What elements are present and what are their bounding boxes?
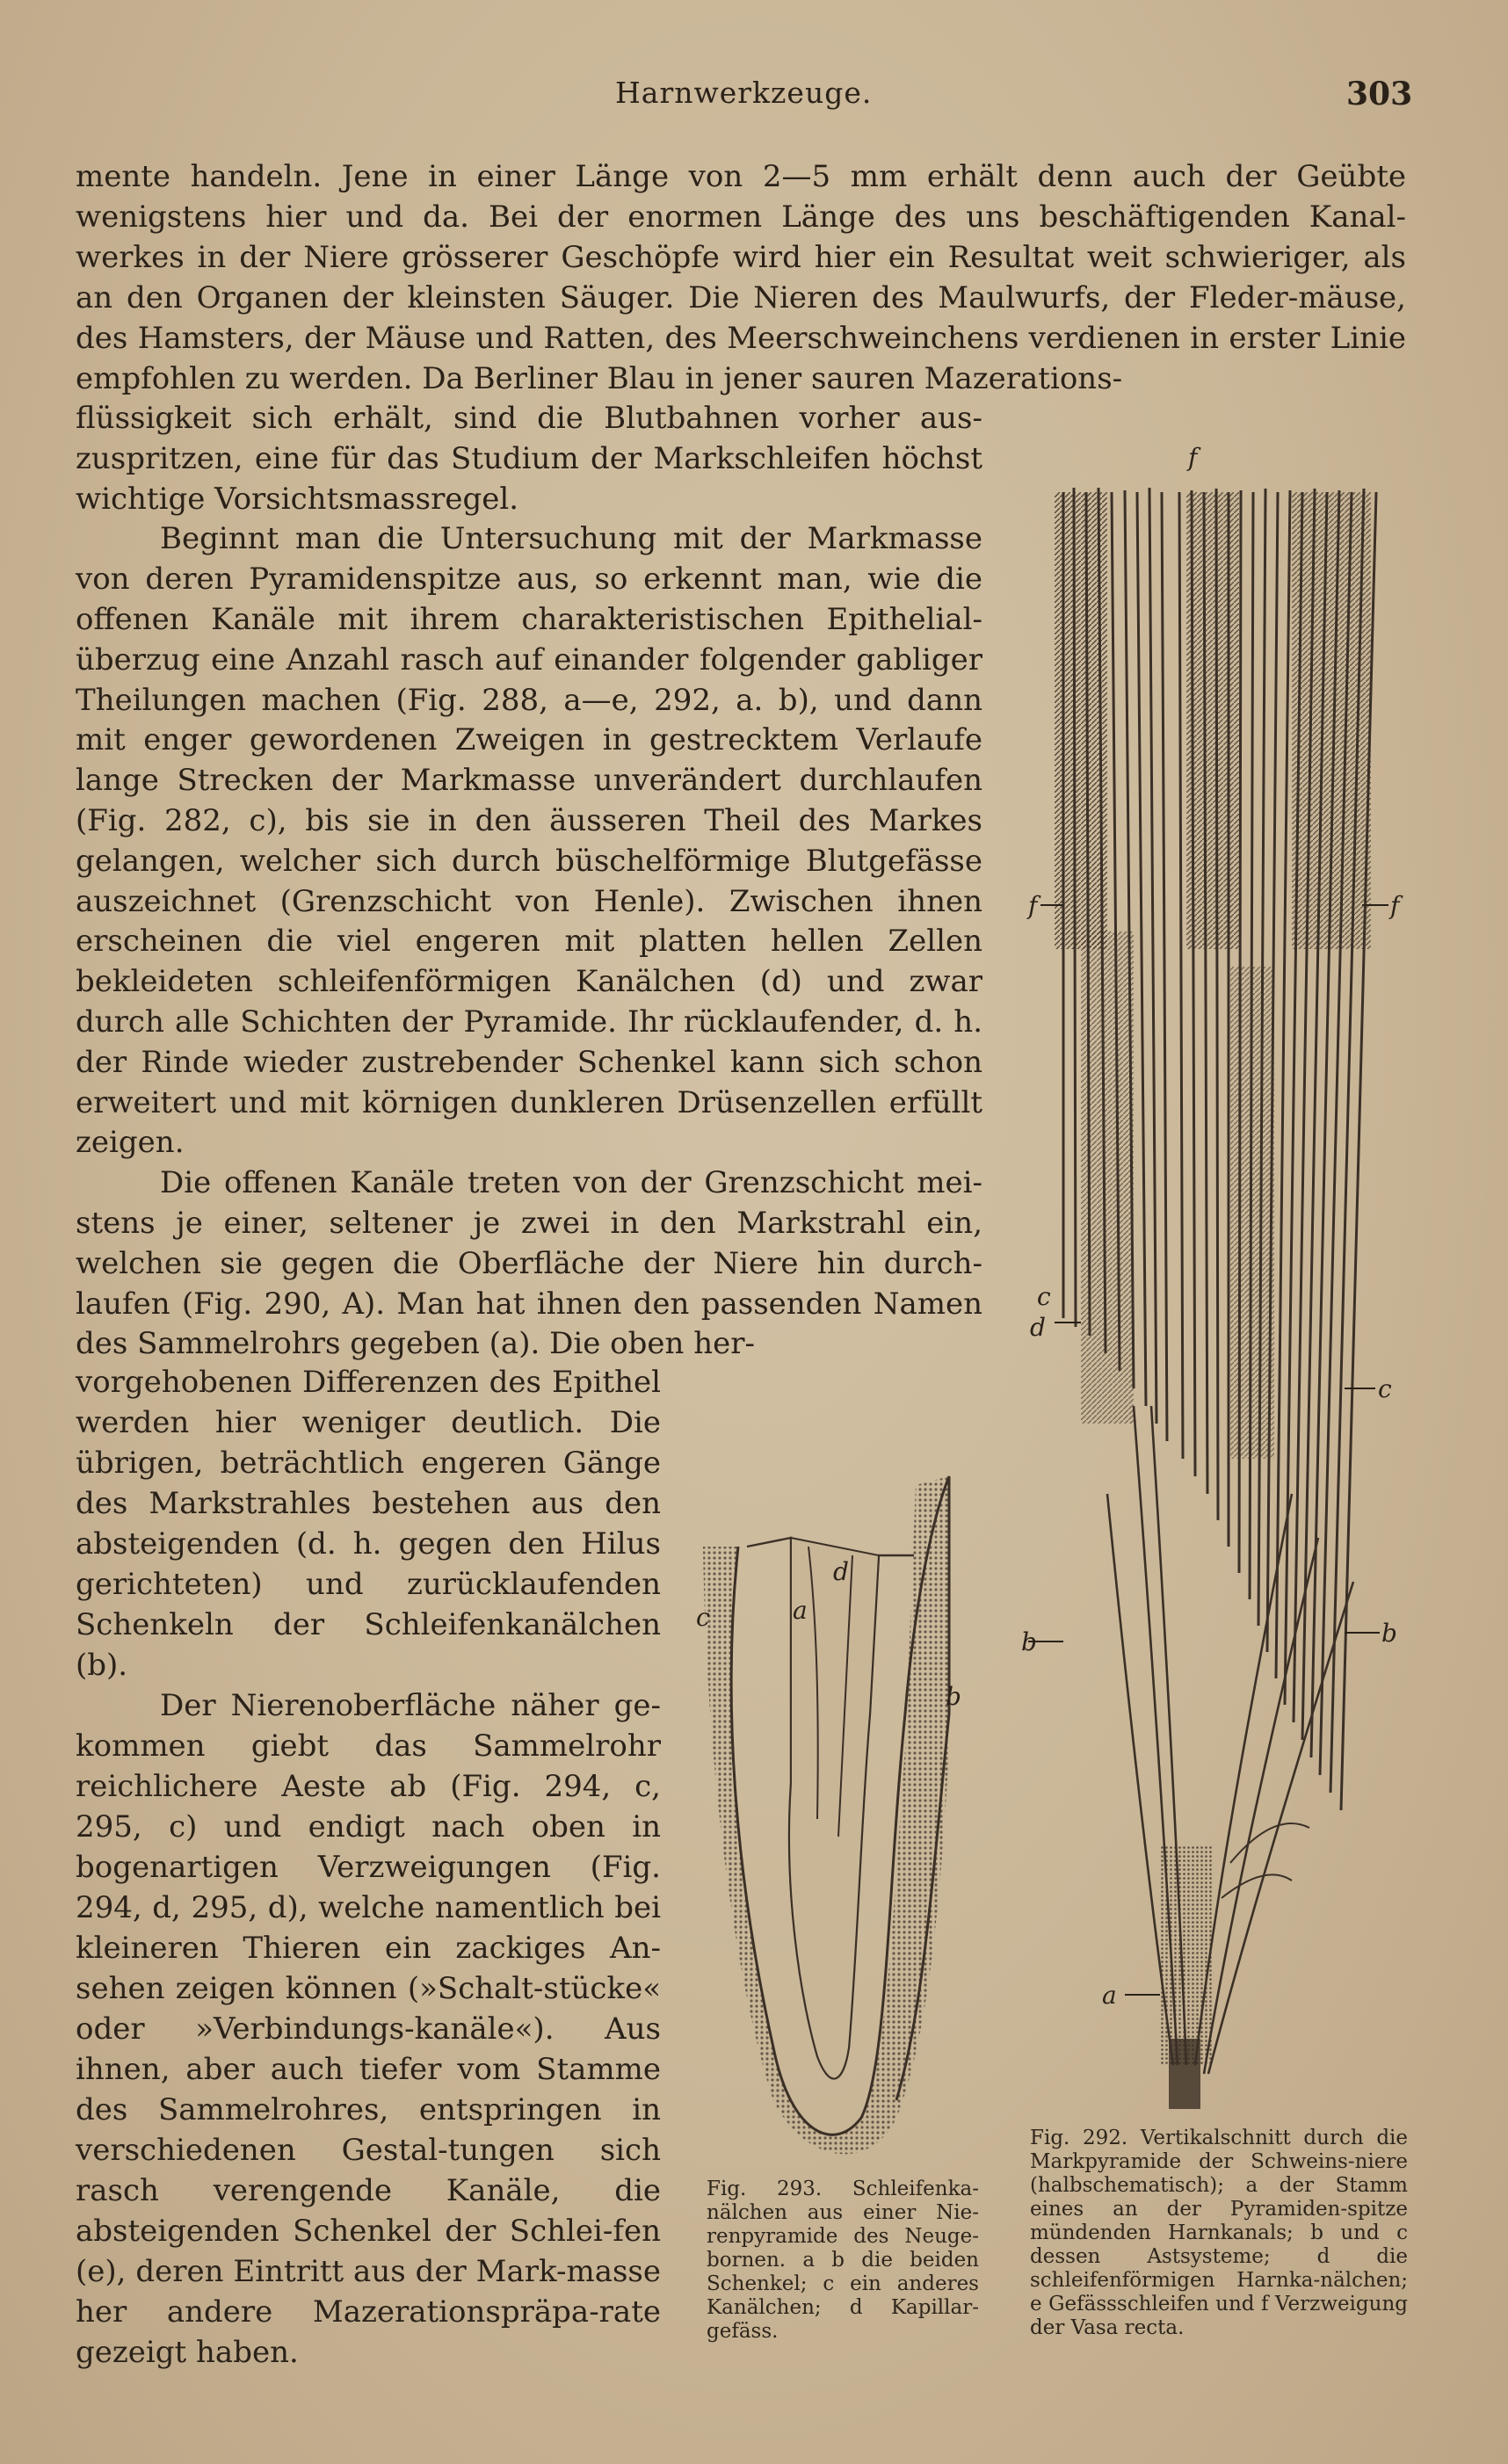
label-f-left: f — [1028, 891, 1038, 920]
paragraph-collecting-duct: Die offenen Kanäle treten von der Grenzschicht mei-stens je einer, seltener je zwei in den Markstrahl ein, welchen sie gegen die Oberfläche der Niere hin durch-laufen (Fig. 290, A). Man hat ihnen den passenden Namen des Sammelrohrs gegeben (a). Die oben her- — [76, 1165, 982, 1362]
running-title: Harnwerkzeuge. — [615, 76, 873, 110]
label-b-right: b — [1381, 1619, 1397, 1648]
label-a-bottom: a — [1102, 1981, 1117, 2010]
figure-292-illustration — [1021, 439, 1415, 2118]
figure-292-caption-title: Fig. 292. — [1030, 2127, 1128, 2149]
figure-293-illustration — [685, 1450, 975, 2170]
label-f-right: f — [1390, 891, 1400, 920]
paragraph-precaution: flüssigkeit sich erhält, sind die Blutbahnen vorher aus-zuspritzen, eine für das Studium der Markschleifen höchst wichtige Vorsichtsmassregel. — [76, 401, 982, 517]
label-a: a — [793, 1596, 808, 1625]
paragraph-pyramid: Beginnt man die Untersuchung mit der Markmasse von deren Pyramidenspitze aus, so erkennt man, wie die offenen Kanäle mit ihrem charakteristischen Epithelial-überzug eine Anzahl rasch auf einander folgender gabliger Theilungen machen (Fig. 288, a—e, 292, a. b), und dann mit enger gewordenen Zweigen in gestrecktem Verlaufe lange Strecken der Markmasse unverändert durchlaufen (Fig. 282, c), bis sie in den äusseren Theil des Markes gelangen, welcher sich durch büschelförmige Blutgefässe auszeichnet (Grenzschicht von Henle). Zwischen ihnen erscheinen die viel engeren mit platten hellen Zellen bekleideten schleifenförmigen Kanälchen (d) und zwar durch alle Schichten der Pyramide. Ihr rücklaufender, d. h. der Rinde wieder zustrebender Schenkel kann sich schon erweitert und mit körnigen dunkleren Drüsenzellen erfüllt zeigen. — [76, 521, 982, 1161]
page-number: 303 — [1346, 76, 1413, 112]
figure-293-caption-text: Schleifenka-nälchen aus einer Nie-renpyramide des Neuge-bornen. a b die beiden Schenkel; c ein anderes Kanälchen; d Kapillar-gefäss. — [707, 2178, 980, 2343]
label-d: d — [833, 1557, 849, 1586]
label-b-left: b — [1021, 1627, 1037, 1656]
figure-292-caption — [1030, 2127, 1408, 2340]
label-f-top: f — [1188, 443, 1198, 472]
figure-292-caption-text: Vertikalschnitt durch die Markpyramide der Schweins-niere (halbschematisch); a der Stamm eines an der Pyramiden-spitze mündenden Harnkanals; b und c dessen Astsysteme; d die schleifenförmigen Harnka-nälchen; e Gefässschleifen und f Verzweigung der Vasa recta. — [1030, 2127, 1409, 2339]
figure-293-caption — [707, 2178, 979, 2344]
paragraph-intro: mente handeln. Jene in einer Länge von 2—5 mm erhält denn auch der Geübte wenigstens hier und da. Bei der enormen Länge des uns beschäftigenden Kanal-werkes in der Niere grösserer Geschöpfe wird hier ein Resultat weit schwieriger, als an den Organen der kleinsten Säuger. Die Nieren des Maulwurfs, der Fleder-mäuse, des Hamsters, der Mäuse und Ratten, des Meerschweinchens verdienen in erster Linie empfohlen zu werden. Da Berliner Blau in jener sauren Mazerations- — [76, 159, 1406, 396]
text-block-narrow — [76, 1362, 661, 2373]
label-c-right: c — [1378, 1374, 1392, 1403]
running-head — [0, 76, 1508, 120]
label-c: c — [696, 1603, 710, 1632]
text-block-full-width — [76, 156, 1406, 399]
label-c-left: c — [1037, 1282, 1051, 1311]
paragraph-surface: Der Nierenoberfläche näher ge-kommen giebt das Sammelrohr reichlichere Aeste ab (Fig. 294, c, 295, c) und endigt nach oben in bogenartigen Verzweigungen (Fig. 294, d, 295, d), welche namentlich bei kleineren Thieren ein zackiges An-sehen zeigen können (»Schalt-stücke« oder »Verbindungs-kanäle«). Aus ihnen, aber auch tiefer vom Stamme des Sammelrohres, entspringen in verschiedenen Gestal-tungen sich rasch verengende Kanäle, die absteigenden Schenkel der Schlei-fen (e), deren Eintritt aus der Mark-masse her andere Mazerationspräpa-rate gezeigt haben. — [76, 1688, 661, 2370]
text-block-middle — [76, 399, 982, 1365]
label-b: b — [946, 1682, 961, 1711]
paragraph-epithelium: vorgehobenen Differenzen des Epithel werden hier weniger deutlich. Die übrigen, beträchtlich engeren Gänge des Markstrahles bestehen aus den absteigenden (d. h. gegen den Hilus gerichteten) und zurücklaufenden Schenkeln der Schleifenkanälchen (b). — [76, 1365, 661, 1683]
figure-293-caption-title: Fig. 293. — [707, 2178, 823, 2200]
label-d-left: d — [1030, 1313, 1046, 1342]
